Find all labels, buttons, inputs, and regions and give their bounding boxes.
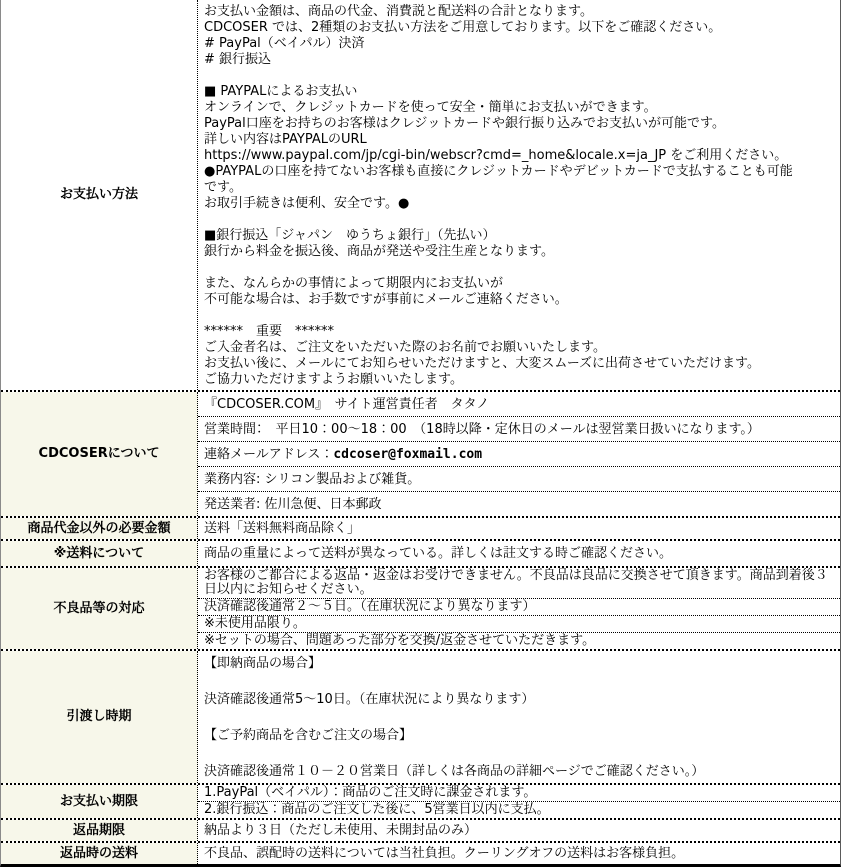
text-line: お支払い金額は、商品の代金、消費説と配送料の合計となります。: [204, 4, 593, 19]
row-payment-method: [1, 0, 840, 390]
text-line: # 銀行振込: [204, 52, 272, 67]
paypal-deadline-line: 1.PayPal（ベイパル）：商品のご注文時に課金されます。: [204, 785, 537, 800]
text-line: 詳しい内容はPAYPALのURL: [204, 132, 367, 147]
business-hours-line: 営業時間： 平日10：00～18：00 （18時以降・定休日のメールは翌営業日扱いになります。）: [198, 416, 840, 441]
header-return-shipping: 返品時の送料: [1, 843, 198, 864]
about-cdcoser-content: [198, 392, 840, 516]
return-shipping-text: 不良品、誤配時の送料については当社負担。クーリングオフの送料はお客様負担。: [204, 846, 685, 861]
defect-set-policy-line: ※セットの場合、問題あった部分を交換/返金させていただきます。: [198, 632, 840, 649]
bank-deadline-line: 2.銀行振込：商品のご注文した後に、5営業日以内に支払。: [198, 801, 840, 818]
text-line: # PayPal（ベイパル）決済: [204, 36, 365, 51]
text-line: 決済確認後通常5～10日。（在庫状況により異なります）: [204, 692, 535, 707]
header-delivery-time: 引渡し時期: [1, 651, 198, 783]
header-payment-deadline: お支払い期限: [1, 785, 198, 818]
header-payment-method: お支払い方法: [1, 0, 198, 390]
payment-method-content: [198, 0, 840, 390]
row-extra-fees: [1, 516, 840, 539]
defect-exchange-time-line: 決済確認後通常２～５日。（在庫状況により異なります）: [198, 598, 840, 615]
row-return-period: [1, 818, 840, 841]
text-line: 不可能な場合は、お手数ですが事前にメールご連絡ください。: [204, 292, 568, 307]
header-extra-fees: 商品代金以外の必要金額: [1, 518, 198, 539]
row-return-shipping: [1, 841, 840, 864]
blank-line: [204, 68, 837, 84]
header-about-cdcoser: CDCOSERについて: [1, 392, 198, 516]
defect-policy-line: お客様のご都合による返品・返金はお受けできません。不良品は良品に交換させて頂きます。商品到着後３日以内にお知らせください。: [204, 568, 828, 597]
site-operator-line: 『CDCOSER.COM』 サイト運営責任者 タタノ: [204, 397, 490, 412]
blank-line: [204, 260, 837, 276]
header-shipping-note: ※送料について: [1, 541, 198, 566]
text-line: ■銀行振込「ジャパン ゆうちょ銀行」（先払い）: [204, 228, 496, 243]
text-line: です。: [204, 180, 242, 195]
text-line: 銀行から料金を振込後、商品が発送や受注生産となります。: [204, 244, 554, 259]
blank-line: [204, 308, 837, 324]
text-line: ご協力いただけますようお願いいたします。: [204, 372, 463, 387]
text-line: CDCOSER では、2種類のお支払い方法をご用意しております。以下をご確認ください。: [204, 20, 722, 35]
text-line: 【即納商品の場合】: [204, 656, 322, 671]
text-line: ご入金者名は、ご注文をいただいた際のお名前でお願いいたします。: [204, 340, 606, 355]
text-line: オンラインで、クレジットカードを使って安全・簡単にお支払いができます。: [204, 100, 657, 115]
text-line: また、なんらかの事情によって期限内にお支払いが: [204, 276, 504, 291]
text-line: お支払い後に、メールにてお知らせいただけますと、大変スムーズに出荷させていただけます。: [204, 356, 761, 371]
blank-line: [204, 673, 837, 691]
delivery-time-content: [198, 651, 840, 783]
contact-email-address: cdcoser@foxmail.com: [333, 447, 483, 462]
text-line: ■ PAYPALによるお支払い: [204, 84, 358, 99]
contact-email-line: [198, 441, 840, 466]
text-line: 決済確認後通常１０－２０営業日（詳しくは各商品の詳細ページでご確認ください。）: [204, 764, 705, 779]
shipping-note-text: 商品の重量によって送料が異なっている。詳しくは註文する時ご確認ください。: [204, 546, 673, 561]
payment-deadline-content: [198, 785, 840, 818]
return-period-text: 納品より３日（ただし未使用、未開封品のみ）: [204, 823, 478, 838]
blank-line: [204, 709, 837, 727]
text-line: PayPal口座をお持ちのお客様はクレジットカードや銀行振り込みでお支払いが可能です。: [204, 116, 725, 131]
row-payment-deadline: [1, 783, 840, 818]
row-delivery-time: [1, 649, 840, 783]
row-defect-handling: [1, 566, 840, 649]
text-line: ●PAYPALの口座を持てないお客様も直接にクレジットカードやデビットカードで支払することも可能: [204, 164, 793, 179]
defect-handling-content: [198, 568, 840, 649]
header-defect-handling: 不良品等の対応: [1, 568, 198, 649]
row-shipping-note: [1, 539, 840, 566]
blank-line: [204, 745, 837, 763]
text-line: 【ご予約商品を含むご注文の場合】: [204, 728, 413, 743]
defect-unused-only-line: ※未使用品限り。: [198, 615, 840, 632]
business-content-line: 業務内容: シリコン製品および雑貨。: [198, 466, 840, 491]
blank-line: [204, 212, 837, 228]
paypal-url-line: https://www.paypal.com/jp/cgi-bin/webscr?cmd=_home&locale.x=ja_JP をご利用ください。: [204, 148, 788, 163]
row-about-cdcoser: [1, 390, 840, 516]
text-line: お取引手続きは便利、安全です。●: [204, 196, 410, 211]
shipping-carrier-line: 発送業者: 佐川急便、日本郵政: [198, 491, 840, 516]
header-return-period: 返品期限: [1, 820, 198, 841]
extra-fees-text: 送料「送料無料商品除く」: [204, 521, 361, 536]
contact-email-label: 連絡メールアドレス：: [204, 447, 334, 462]
important-marker-line: ****** 重要 ******: [204, 324, 335, 339]
